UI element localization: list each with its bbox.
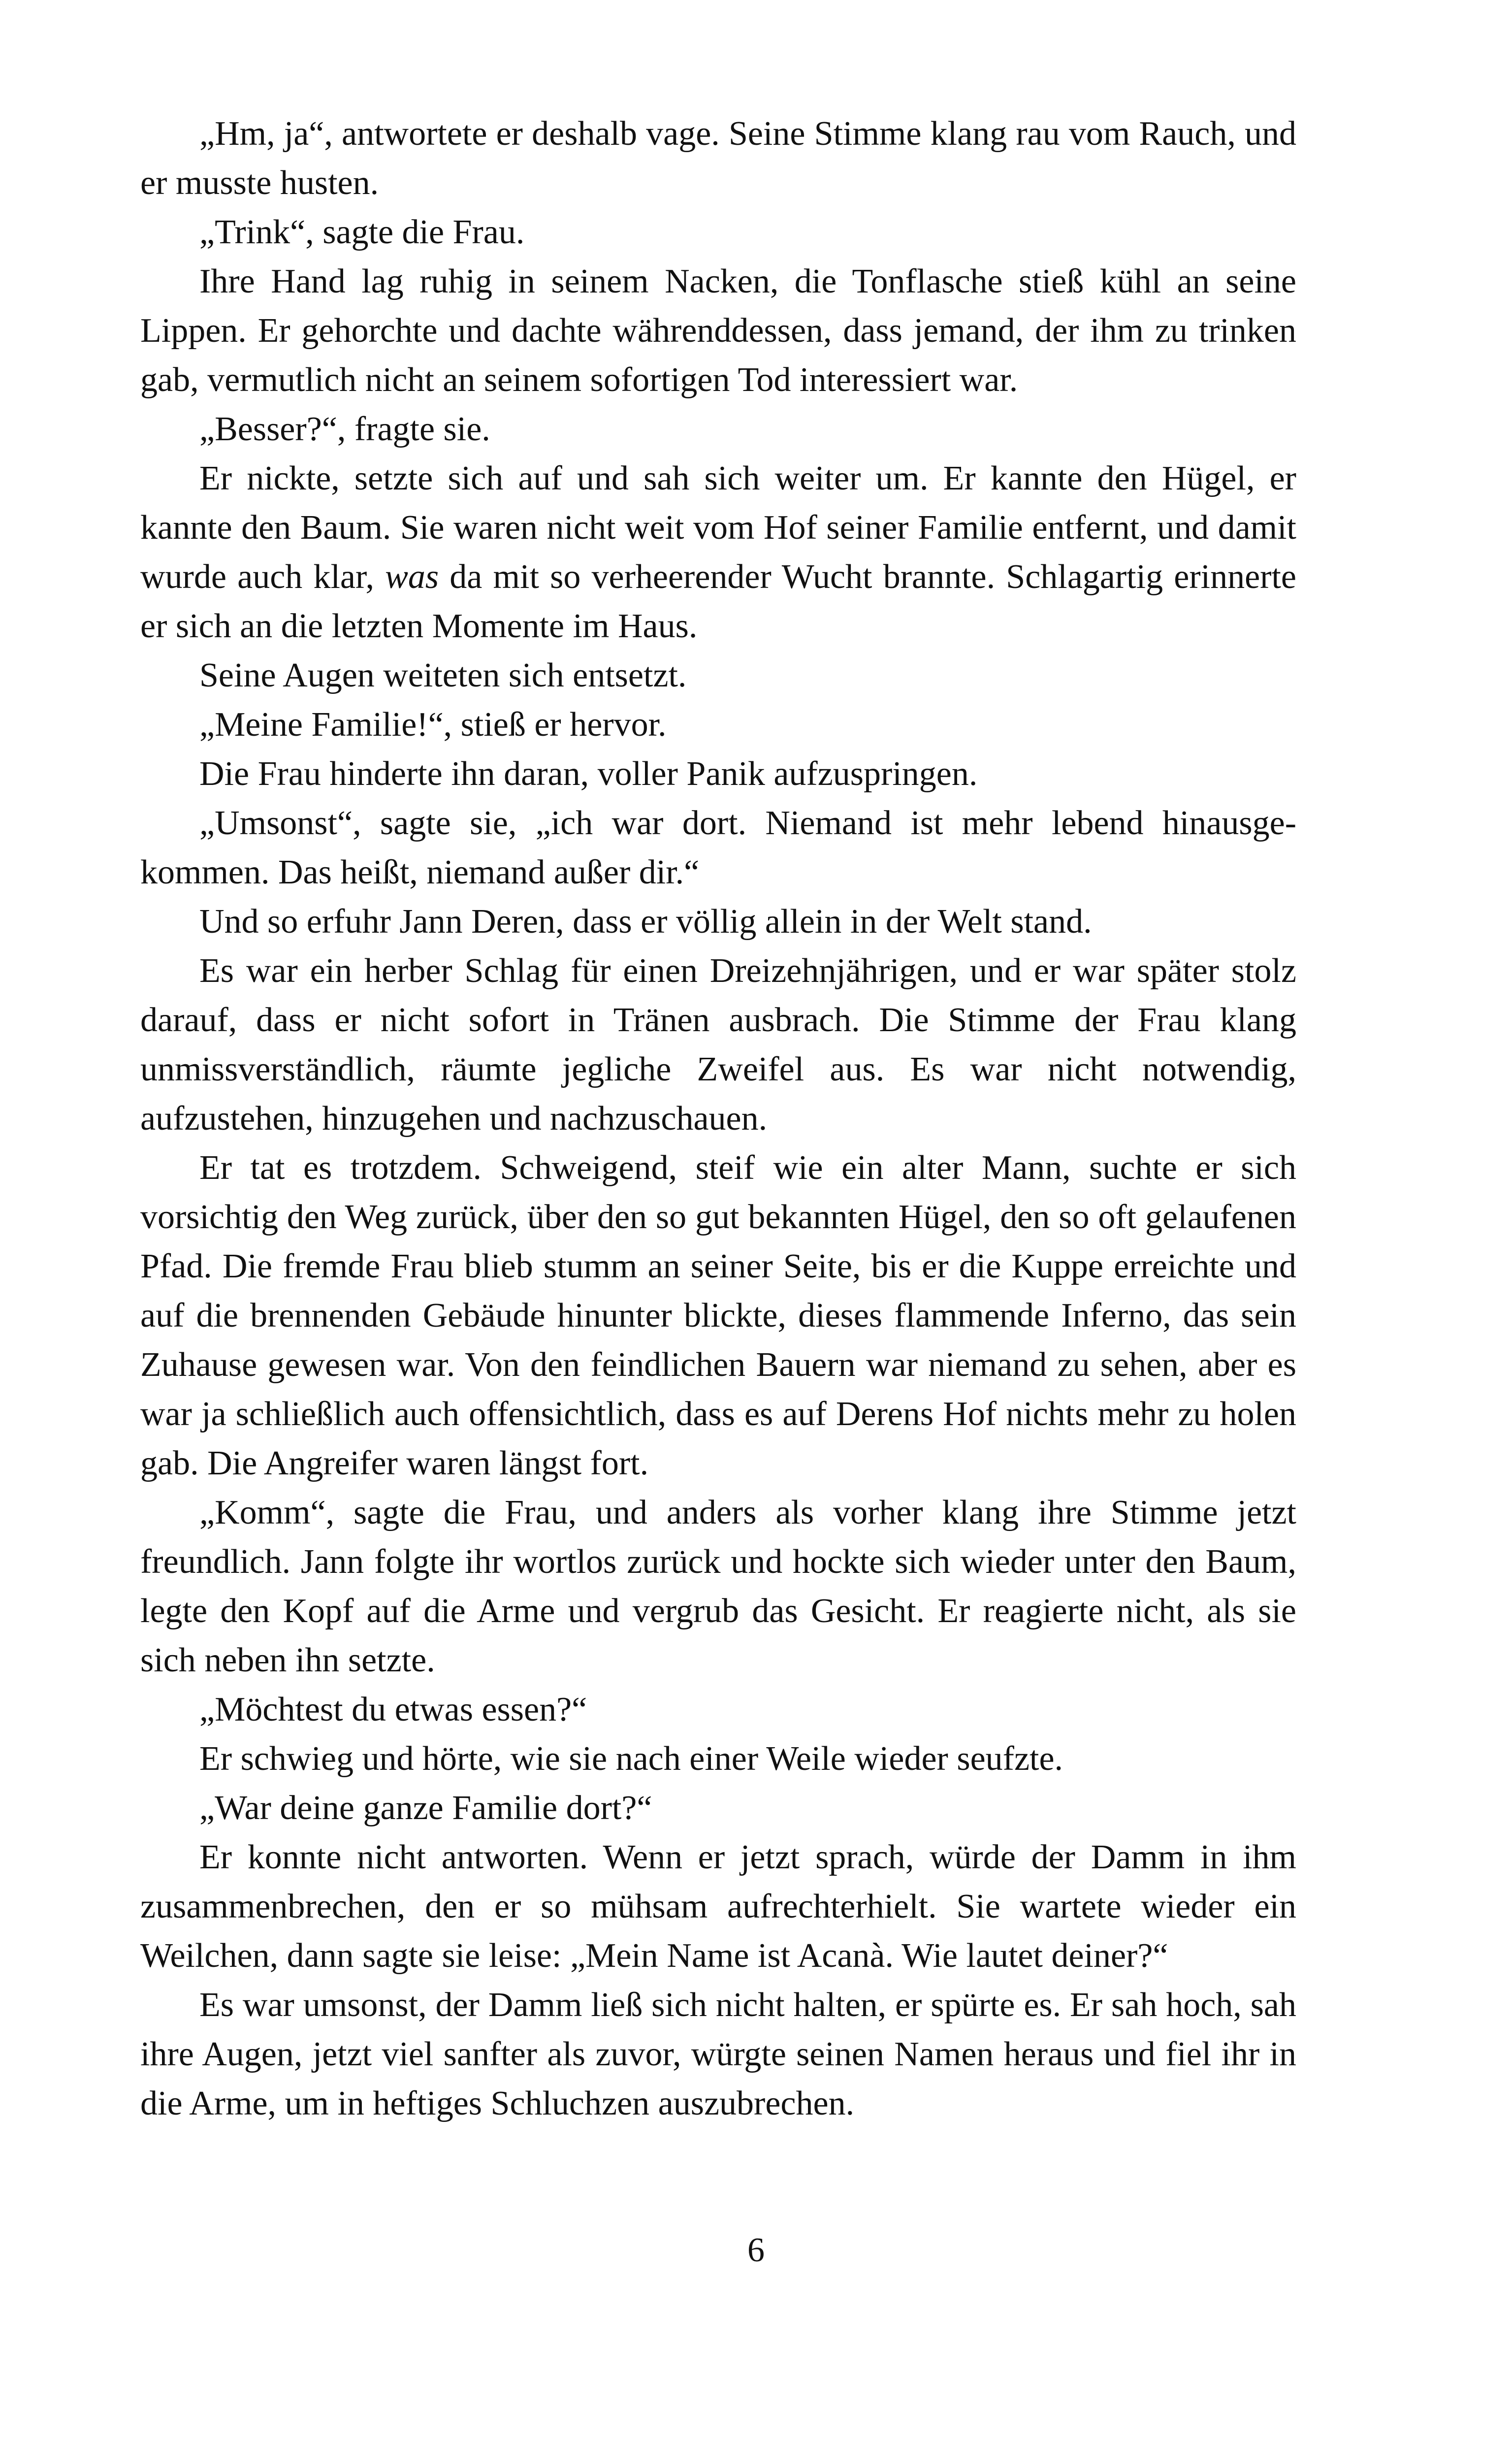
paragraph-9: „Umsonst“, sagte sie, „ich war dort. Niemand ist mehr lebend hinausgekommen. Das heißt, niemand außer dir.“ — [140, 804, 1296, 891]
paragraph-5-after: da mit so verheerender Wucht brannte. Schlagartig erinnerte er sich an die letzten Momente im Haus. — [140, 558, 1296, 645]
paragraph-2: „Trink“, sagte die Frau. — [199, 213, 525, 251]
paragraph-1: „Hm, ja“, antwortete er deshalb vage. Seine Stimme klang rau vom Rauch, und er musste husten. — [140, 115, 1296, 202]
paragraph-11: Es war ein herber Schlag für einen Dreizehnjährigen, und er war später stolz darauf, dass er nicht sofort in Tränen ausbrach. Die Stimme der Frau klang unmissverständlich, räumte jegliche Zweifel aus. Es war nicht notwendig, aufzustehen, hinzugehen und nachzuschauen. — [140, 952, 1296, 1138]
paragraph-17: Er konnte nicht antworten. Wenn er jetzt sprach, würde der Damm in ihm zusammenbrechen, den er so mühsam aufrechterhielt. Sie wartete wieder ein Weilchen, dann sagte sie leise: „Mein Name ist Acanà. Wie lautet deiner?“ — [140, 1838, 1296, 1975]
paragraph-12: Er tat es trotzdem. Schweigend, steif wie ein alter Mann, suchte er sich vorsichtig den Weg zurück, über den so gut bekannten Hügel, den so oft gelaufenen Pfad. Die fremde Frau blieb stumm an seiner Seite, bis er die Kuppe erreichte und auf die brennenden Gebäude hinunter blickte, dieses flammende Inferno, das sein Zuhause gewesen war. Von den feindlichen Bauern war niemand zu sehen, aber es war ja schließlich auch offensichtlich, dass es auf Derens Hof nichts mehr zu holen gab. Die Angreifer waren längst fort. — [140, 1149, 1296, 1482]
page-number: 6 — [747, 2231, 765, 2269]
paragraph-14: „Möchtest du etwas essen?“ — [199, 1691, 587, 1728]
paragraph-15: Er schwieg und hörte, wie sie nach einer Weile wieder seufzte. — [199, 1740, 1063, 1778]
paragraph-10: Und so erfuhr Jann Deren, dass er völlig allein in der Welt stand. — [199, 903, 1092, 941]
paragraph-5 — [140, 454, 1296, 651]
paragraph-4: „Besser?“, fragte sie. — [199, 410, 490, 448]
paragraph-13: „Komm“, sagte die Frau, und anders als vorher klang ihre Stimme jetzt freundlich. Jann folgte ihr wortlos zurück und hockte sich wieder unter den Baum, legte den Kopf auf die Arme und vergrub das Gesicht. Er reagierte nicht, als sie sich neben ihn setzte. — [140, 1494, 1296, 1679]
paragraph-8: Die Frau hinderte ihn daran, voller Panik aufzuspringen. — [199, 755, 978, 793]
paragraph-5-italic: was — [385, 558, 439, 596]
paragraph-7: „Meine Familie!“, stieß er hervor. — [199, 706, 667, 744]
paragraph-16: „War deine ganze Familie dort?“ — [199, 1789, 652, 1827]
paragraph-6: Seine Augen weiteten sich entsetzt. — [199, 656, 687, 694]
paragraph-5-before: Er nickte, setzte sich auf und sah sich weiter um. Er kannte den Hügel, er kannte den Baum. Sie waren nicht weit vom Hof seiner Familie entfernt, und damit wurde auch klar, — [140, 459, 1296, 596]
paragraph-3: Ihre Hand lag ruhig in seinem Nacken, die Tonflasche stieß kühl an seine Lippen. Er gehorchte und dachte währenddessen, dass jemand, der ihm zu trinken gab, vermutlich nicht an seinem sofortigen Tod interessiert war. — [140, 262, 1296, 399]
body-text — [140, 109, 1296, 2128]
paragraph-18: Es war umsonst, der Damm ließ sich nicht halten, er spürte es. Er sah hoch, sah ihre Augen, jetzt viel sanfter als zuvor, würgte seinen Namen heraus und fiel ihr in die Arme, um in heftiges Schluchzen auszubrechen. — [140, 1986, 1296, 2122]
